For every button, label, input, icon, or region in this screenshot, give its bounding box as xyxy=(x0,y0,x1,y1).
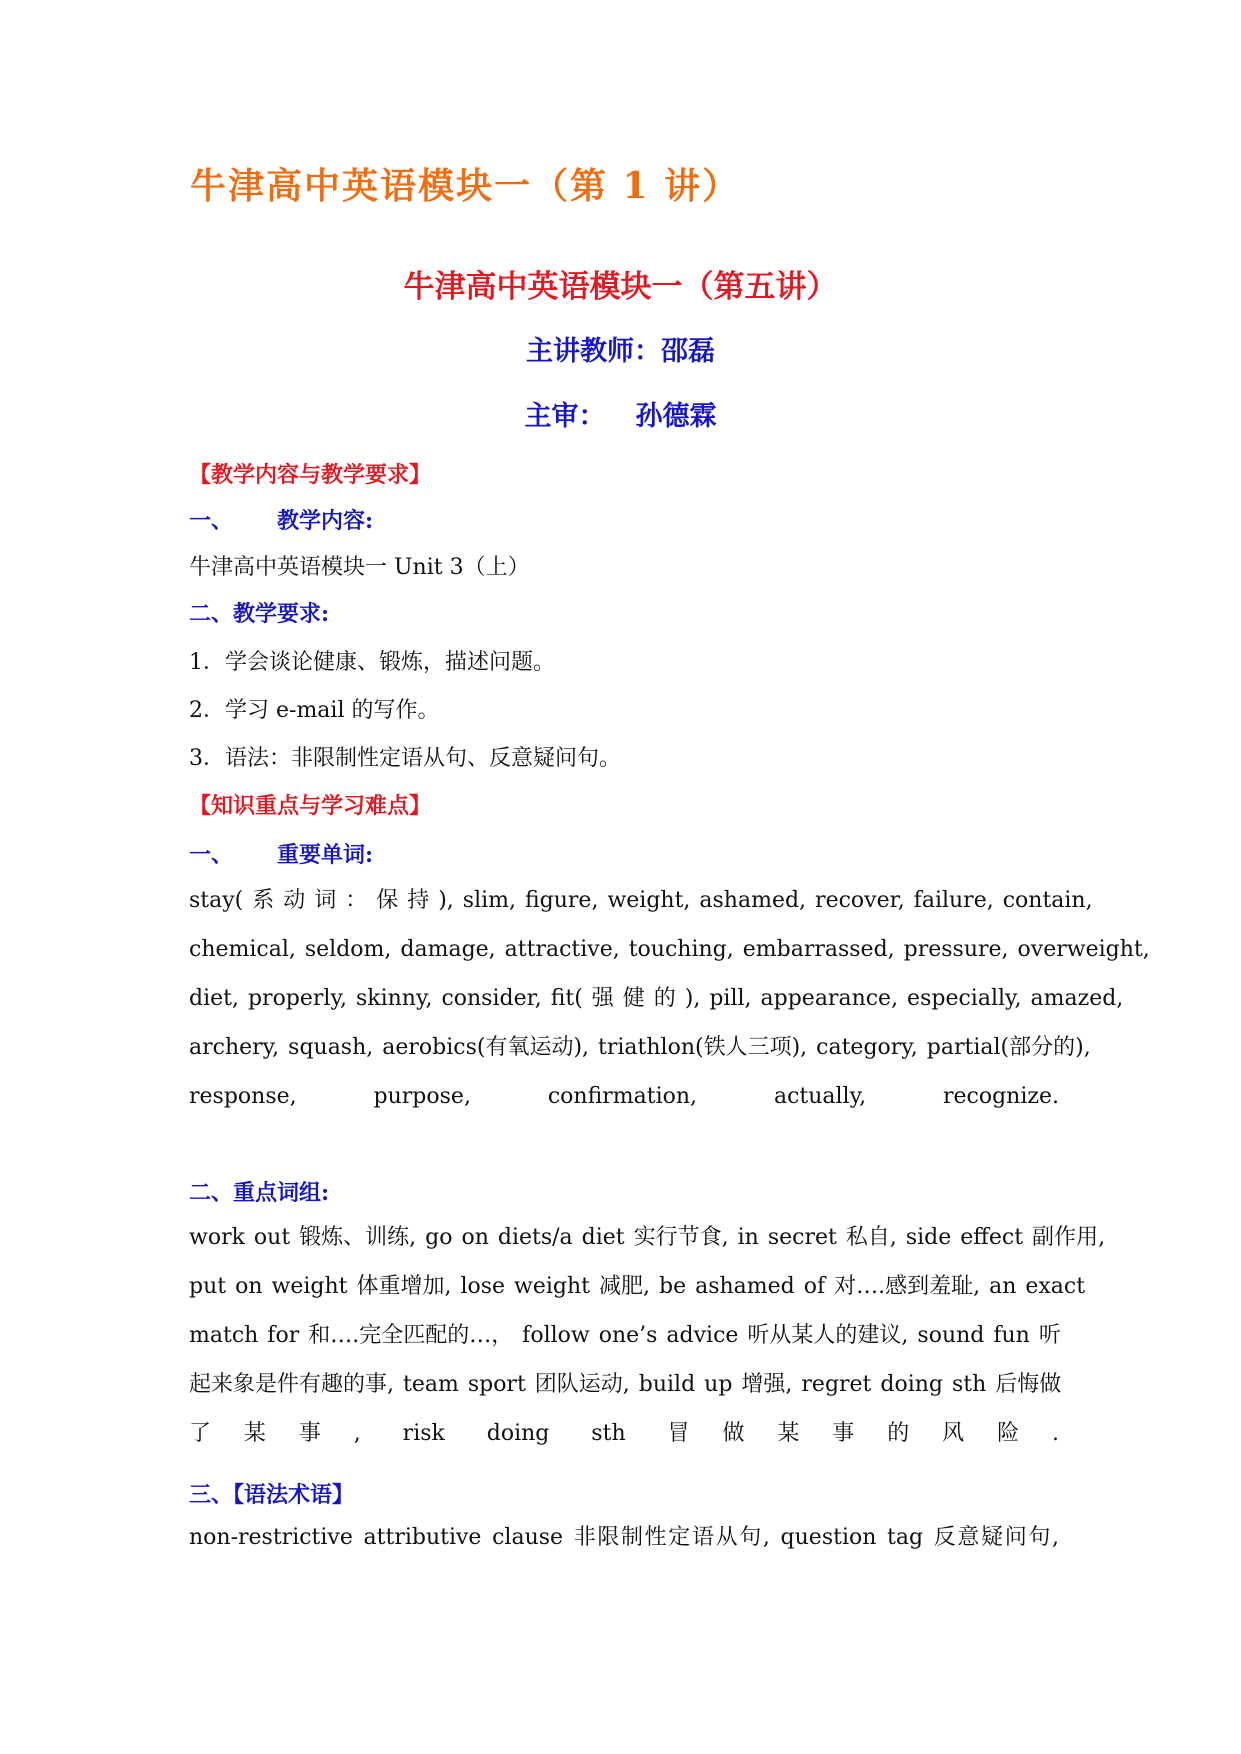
subheading-number: 一、 xyxy=(189,842,234,868)
subheading-key-phrases: 二、重点词组: xyxy=(189,1180,330,1206)
subheading-grammar-terms: 三、【语法术语】 xyxy=(189,1482,355,1508)
words-line: response, purpose, confirmation, actually, recognize. xyxy=(189,1084,1059,1109)
requirement-item: 3．语法：非限制性定语从句、反意疑问句。 xyxy=(189,746,621,771)
key-words-paragraph xyxy=(189,876,1150,1121)
subheading-teaching-requirements: 二、教学要求: xyxy=(189,601,330,627)
reviewer-name: 孙德霖 xyxy=(635,401,717,432)
words-line: chemical, seldom, damage, attractive, touching, embarrassed, pressure, overweight, xyxy=(189,937,1150,962)
section-heading-teaching: 【教学内容与教学要求】 xyxy=(189,462,432,488)
requirement-item: 2．学习 e-mail 的写作。 xyxy=(189,698,440,723)
phrases-line: match for 和….完全匹配的…， follow one’s advice 听从某人的建议, sound fun 听 xyxy=(189,1323,1061,1348)
subheading-label: 教学内容: xyxy=(277,508,374,534)
subheading-number: 一、 xyxy=(189,508,234,534)
reviewer-line xyxy=(0,394,1241,433)
lecture-title: 牛津高中英语模块一（第五讲） xyxy=(403,269,838,305)
phrases-line: 了某事, risk doing sth 冒做某事的风险. xyxy=(189,1421,1059,1446)
words-line: archery, squash, aerobics(有氧运动), triathlon(铁人三项), category, partial(部分的), xyxy=(189,1035,1091,1060)
words-line: stay( 系 动 词 ： 保 持 ), slim, figure, weight, ashamed, recover, failure, contain, xyxy=(189,888,1093,913)
words-line: diet, properly, skinny, consider, fit( 强 健 的 ), pill, appearance, especially, amazed, xyxy=(189,986,1124,1011)
phrases-line: put on weight 体重增加, lose weight 减肥, be ashamed of 对….感到羞耻, an exact xyxy=(189,1274,1086,1299)
grammar-line: non-restrictive attributive clause 非限制性定语从句, question tag 反意疑问句, xyxy=(189,1525,1059,1550)
subheading-teaching-content xyxy=(189,504,1059,535)
section-heading-key-points: 【知识重点与学习难点】 xyxy=(189,793,432,819)
subheading-key-words xyxy=(189,838,1059,869)
document-title: 牛津高中英语模块一（第 1 讲） xyxy=(190,165,741,207)
key-phrases-paragraph xyxy=(189,1213,1106,1458)
requirement-item: 1．学会谈论健康、锻炼，描述问题。 xyxy=(189,650,555,675)
subheading-label: 重要单词: xyxy=(277,842,374,868)
grammar-terms-paragraph xyxy=(189,1513,1059,1562)
phrases-line: 起来象是件有趣的事, team sport 团队运动, build up 增强, regret doing sth 后悔做 xyxy=(189,1372,1062,1397)
teacher-line: 主讲教师：邵磊 xyxy=(526,336,715,367)
reviewer-label: 主审： xyxy=(524,401,606,432)
teaching-content-text: 牛津高中英语模块一 Unit 3（上） xyxy=(189,555,530,580)
phrases-line: work out 锻炼、训练, go on diets/a diet 实行节食, in secret 私自, side effect 副作用, xyxy=(189,1225,1106,1250)
